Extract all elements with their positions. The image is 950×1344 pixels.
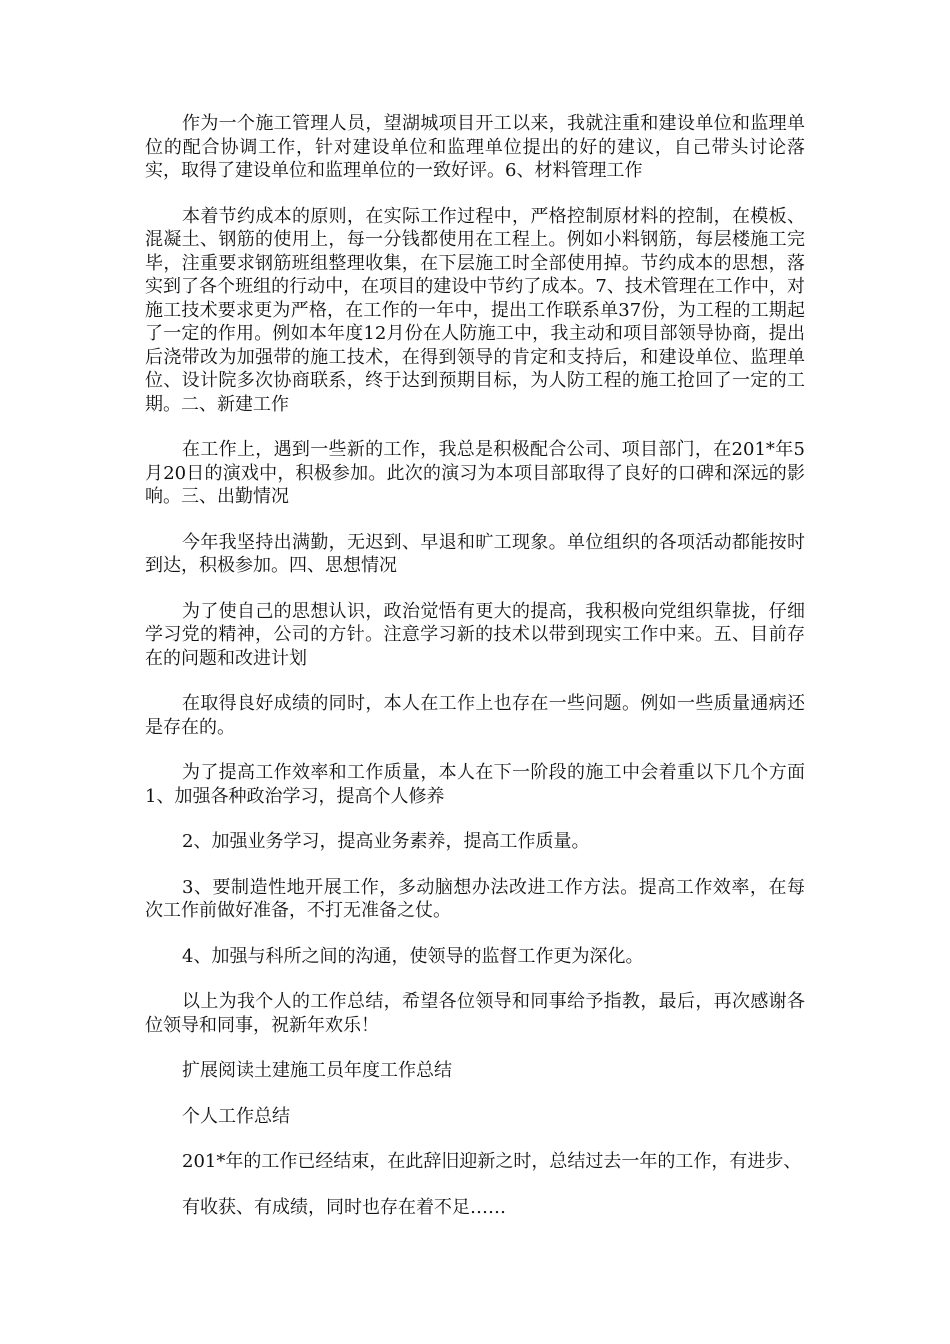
paragraph-plan-item-2: 2、加强业务学习，提高业务素养，提高工作质量。 [182, 831, 590, 852]
document-body [145, 112, 805, 1241]
paragraph-closing: 以上为我个人的工作总结，希望各位领导和同事给予指教，最后，再次感谢各位领导和同事，祝新年欢乐！ [145, 991, 805, 1036]
paragraph-cost-saving: 本着节约成本的原则，在实际工作过程中，严格控制原材料的控制，在模板、混凝土、钢筋的使用上，每一分钱都使用在工程上。例如小料钢筋，每层楼施工完毕，注重要求钢筋班组整理收集，在下层施工时全部使用掉。节约成本的思想，落实到了各个班组的行动中，在项目的建设中节约了成本。7、技术管理在工作中，对施工技术要求更为严格，在工作的一年中，提出工作联系单37份，为工程的工期起了一定的作用。例如本年度12月份在人防施工中，我主动和项目部领导协商，提出后浇带改为加强带的施工技术，在得到领导的肯定和支持后，和建设单位、监理单位、设计院多次协商联系，终于达到预期目标，为人防工程的施工抢回了一定的工期。二、新建工作 [145, 205, 805, 415]
paragraph-thinking: 为了使自己的思想认识，政治觉悟有更大的提高，我积极向党组织靠拢，仔细学习党的精神，公司的方针。注意学习新的技术以带到现实工作中来。五、目前存在的问题和改进计划 [145, 600, 805, 669]
paragraph-coordination: 作为一个施工管理人员，望湖城项目开工以来，我就注重和建设单位和监理单位的配合协调工作，针对建设单位和监理单位提出的好的建议，自己带头讨论落实，取得了建设单位和监理单位的一致好评。6、材料管理工作 [145, 113, 805, 181]
paragraph-problems: 在取得良好成绩的同时，本人在工作上也存在一些问题。例如一些质量通病还是存在的。 [145, 693, 805, 738]
paragraph-personal-summary-title: 个人工作总结 [182, 1105, 290, 1127]
paragraph-shortcomings: 有收获、有成绩，同时也存在着不足…… [182, 1196, 506, 1218]
paragraph-extended-reading-title: 扩展阅读土建施工员年度工作总结 [182, 1060, 452, 1081]
paragraph-improvement-plan: 为了提高工作效率和工作质量，本人在下一阶段的施工中会着重以下几个方面1、加强各种政治学习，提高个人修养 [145, 762, 805, 807]
paragraph-year-summary: 201*年的工作已经结束，在此辞旧迎新之时，总结过去一年的工作，有进步、 [182, 1151, 802, 1172]
paragraph-plan-item-4: 4、加强与科所之间的沟通，使领导的监督工作更为深化。 [182, 945, 644, 967]
paragraph-attendance: 今年我坚持出满勤，无迟到、早退和旷工现象。单位组织的各项活动都能按时到达，积极参加。四、思想情况 [145, 531, 805, 576]
paragraph-new-work: 在工作上，遇到一些新的工作，我总是积极配合公司、项目部门，在201*年5月20日的演戏中，积极参加。此次的演习为本项目部取得了良好的口碑和深远的影响。三、出勤情况 [145, 439, 805, 507]
paragraph-plan-item-3: 3、要制造性地开展工作，多动脑想办法改进工作方法。提高工作效率，在每次工作前做好准备，不打无准备之仗。 [145, 876, 805, 921]
